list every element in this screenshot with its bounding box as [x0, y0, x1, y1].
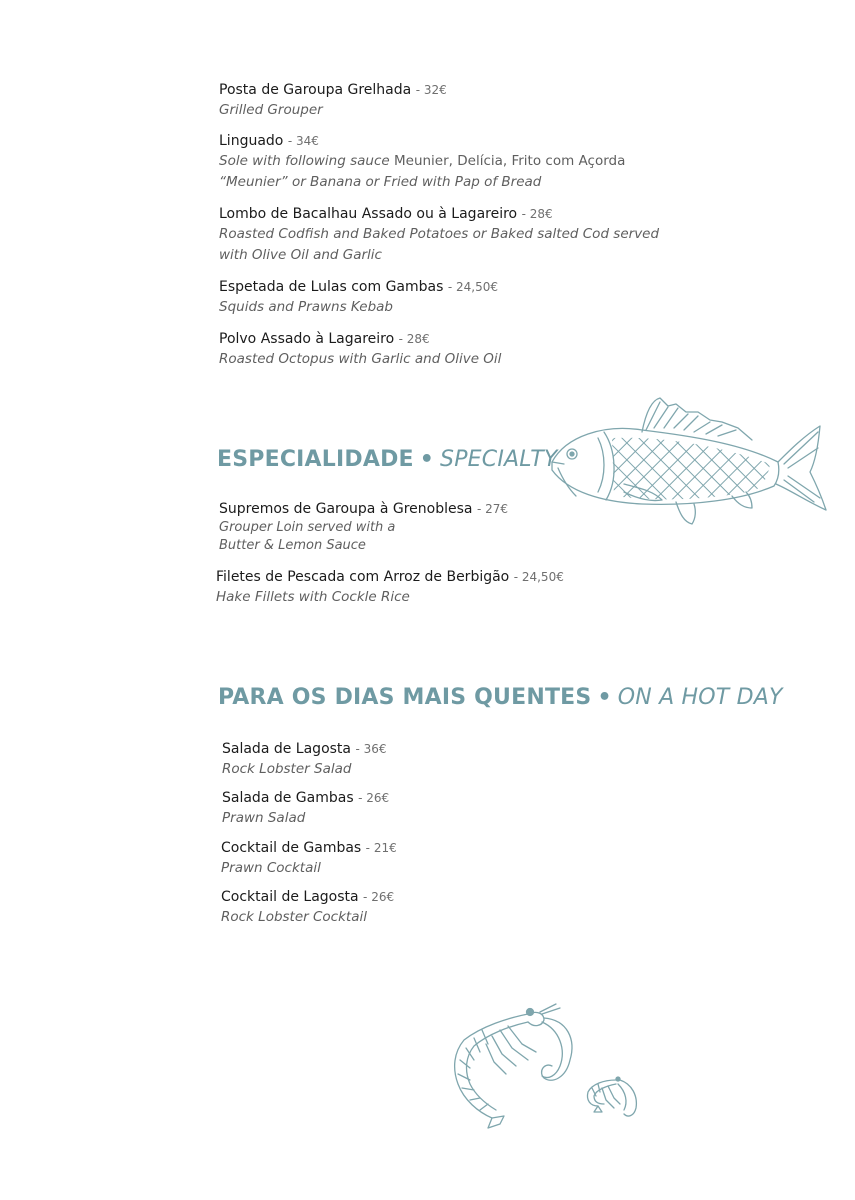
item-description: Butter & Lemon Sauce — [219, 538, 366, 553]
menu-item-posta-de-garoupa — [219, 80, 447, 121]
menu-item-salada-de-lagosta — [222, 739, 387, 780]
heading-separator: • — [597, 685, 612, 710]
item-description: Prawn Salad — [222, 810, 306, 826]
menu-item-lombo-de-bacalhau — [219, 204, 659, 266]
item-name: Posta de Garoupa Grelhada — [219, 82, 412, 98]
section-heading-specialty — [217, 447, 558, 472]
menu-item-supremos-de-garoupa — [219, 499, 508, 555]
heading-pt: PARA OS DIAS MAIS QUENTES — [218, 685, 592, 710]
menu-item-cocktail-de-gambas — [221, 838, 397, 879]
item-name-line — [219, 329, 501, 349]
item-name-line — [216, 567, 564, 587]
item-name-line — [219, 499, 508, 519]
heading-en: ON A HOT DAY — [617, 685, 783, 710]
menu-item-linguado — [219, 131, 625, 193]
item-name-line — [221, 887, 394, 907]
menu-item-espetada-de-lulas — [219, 277, 498, 318]
item-name-line — [219, 204, 659, 224]
carp-fish-icon — [542, 392, 832, 532]
item-description: Grilled Grouper — [219, 102, 323, 118]
item-price: - 21€ — [365, 841, 397, 855]
heading-en: SPECIALTY — [440, 447, 558, 472]
item-price: - 26€ — [358, 791, 390, 805]
shrimp-icon — [448, 1000, 648, 1130]
item-description: Rock Lobster Cocktail — [221, 909, 367, 925]
item-name-line — [222, 788, 389, 808]
item-price: - 28€ — [398, 332, 430, 346]
item-name: Linguado — [219, 133, 284, 149]
item-description: Roasted Codfish and Baked Potatoes or Baked salted Cod served — [219, 226, 660, 242]
item-description: Grouper Loin served with a — [219, 520, 396, 535]
menu-item-cocktail-de-lagosta — [221, 887, 394, 928]
item-name: Salada de Lagosta — [222, 741, 351, 757]
item-description: Hake Fillets with Cockle Rice — [216, 589, 410, 605]
heading-separator: • — [419, 447, 435, 472]
item-description: Roasted Octopus with Garlic and Olive Oil — [219, 351, 502, 367]
item-name: Polvo Assado à Lagareiro — [219, 331, 395, 347]
item-price: - 26€ — [363, 890, 395, 904]
item-name: Salada de Gambas — [222, 790, 354, 806]
item-price: - 32€ — [415, 83, 447, 97]
item-price: - 27€ — [476, 502, 508, 516]
item-name: Supremos de Garoupa à Grenoblesa — [219, 501, 473, 517]
item-price: - 24,50€ — [447, 280, 498, 294]
item-name: Lombo de Bacalhau Assado ou à Lagareiro — [219, 206, 518, 222]
item-description — [219, 151, 625, 172]
item-name-line — [219, 131, 625, 151]
item-description: Prawn Cocktail — [221, 860, 321, 876]
item-name-line — [221, 838, 397, 858]
heading-pt: ESPECIALIDADE — [217, 447, 414, 472]
item-name: Cocktail de Lagosta — [221, 889, 359, 905]
item-name: Filetes de Pescada com Arroz de Berbigão — [216, 569, 510, 585]
menu-item-salada-de-gambas — [222, 788, 389, 829]
menu-item-polvo-assado — [219, 329, 501, 370]
item-description: Squids and Prawns Kebab — [219, 299, 394, 315]
item-description: “Meunier” or Banana or Fried with Pap of Bread — [219, 174, 542, 190]
item-price: - 36€ — [355, 742, 387, 756]
item-description-sauces: Meunier, Delícia, Frito com Açorda — [393, 153, 626, 169]
item-price: - 24,50€ — [513, 570, 564, 584]
item-price: - 28€ — [521, 207, 553, 221]
item-name-line — [219, 80, 447, 100]
item-description: Rock Lobster Salad — [222, 761, 352, 777]
item-name: Espetada de Lulas com Gambas — [219, 279, 444, 295]
menu-item-filetes-de-pescada — [216, 567, 564, 608]
item-name-line — [219, 277, 498, 297]
item-description: with Olive Oil and Garlic — [219, 247, 382, 263]
item-name-line — [222, 739, 387, 759]
item-price: - 34€ — [287, 134, 319, 148]
section-heading-hot-day — [218, 685, 783, 710]
item-description-italic: Sole with following sauce — [219, 153, 390, 169]
item-name: Cocktail de Gambas — [221, 840, 362, 856]
